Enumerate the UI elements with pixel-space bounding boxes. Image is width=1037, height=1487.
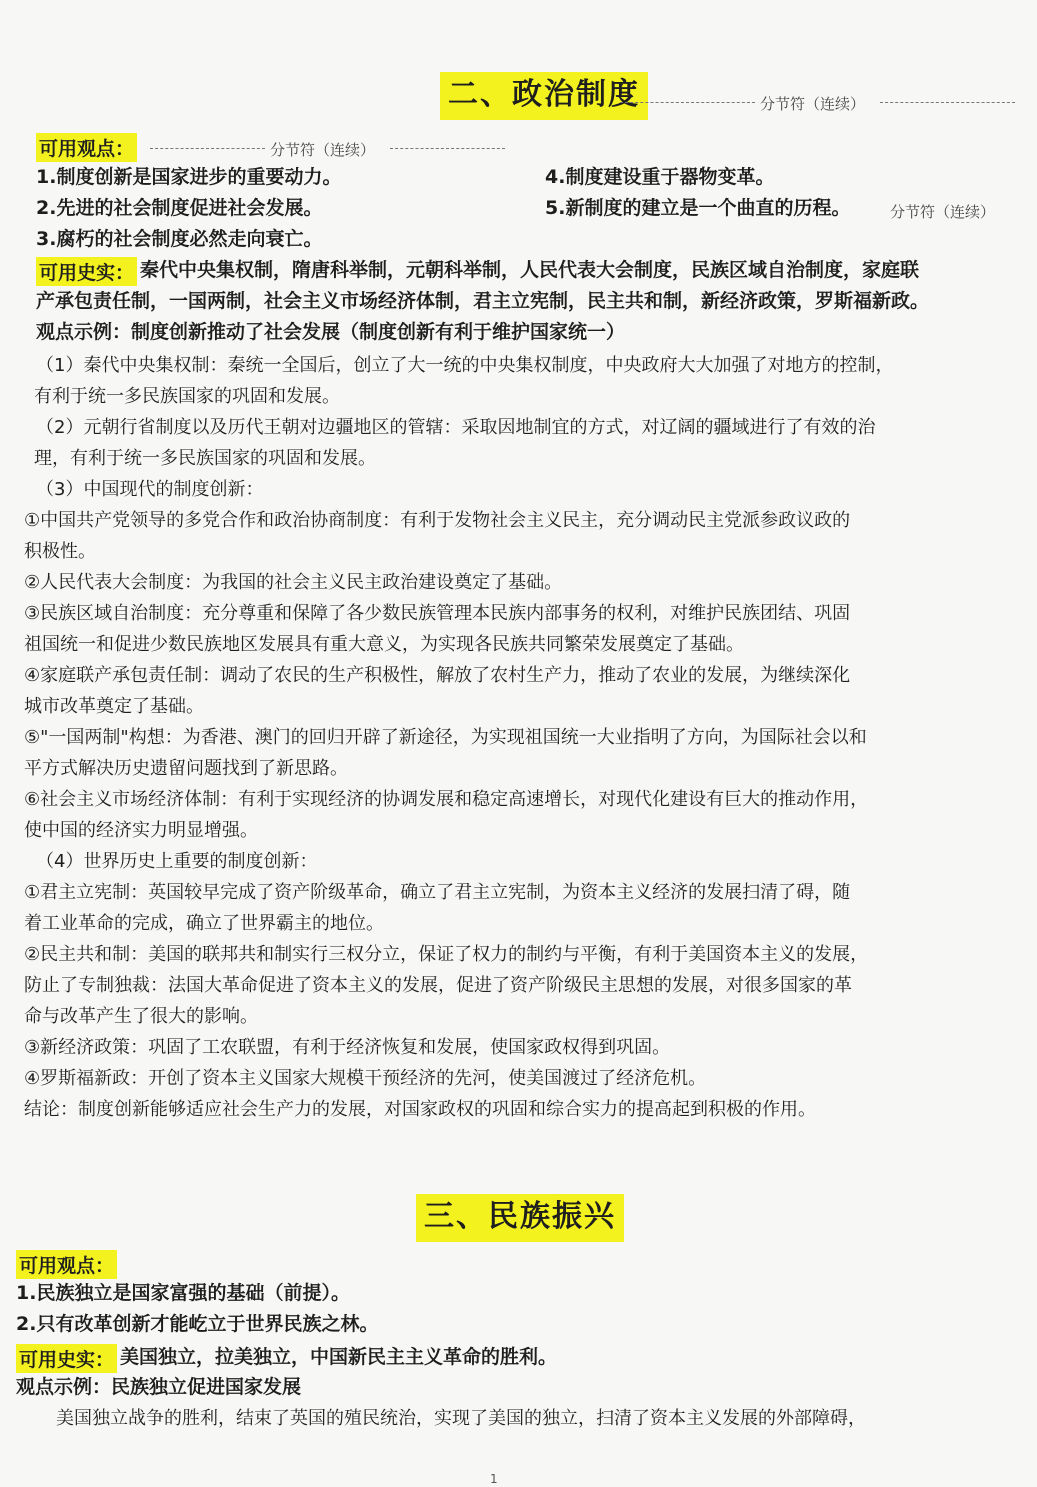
text-line: 理，有利于统一多民族国家的巩固和发展。: [34, 448, 376, 469]
view-item: 1.制度创新是国家进步的重要动力。: [36, 166, 342, 188]
example-text: 美国独立战争的胜利，结束了英国的殖民统治，实现了美国的独立，扫清了资本主义发展的外部障碍，: [56, 1408, 866, 1429]
text-line: （4）世界历史上重要的制度创新：: [36, 851, 318, 872]
views-label: 可用观点：: [16, 1250, 117, 1279]
text-line: 积极性。: [24, 541, 96, 562]
view-item: 3.腐朽的社会制度必然走向衰亡。: [36, 228, 323, 250]
facts-text: 秦代中央集权制，隋唐科举制，元朝科举制，人民代表大会制度，民族区域自治制度，家庭联: [140, 259, 920, 281]
text-line: （2）元朝行省制度以及历代王朝对边疆地区的管辖：采取因地制宜的方式，对辽阔的疆域进行了有效的治: [36, 417, 876, 438]
text-line: ③新经济政策：巩固了工农联盟，有利于经济恢复和发展，使国家政权得到巩固。: [24, 1037, 671, 1058]
section-break-line: [150, 148, 265, 149]
text-line: ③民族区域自治制度：充分尊重和保障了各少数民族管理本民族内部事务的权利，对维护民族团结、巩固: [24, 603, 851, 624]
section-break-line: [390, 148, 505, 149]
text-line: 防止了专制独裁：法国大革命促进了资本主义的发展，促进了资产阶级民主思想的发展，对很多国家的革: [24, 975, 852, 996]
conclusion: 结论：制度创新能够适应社会生产力的发展，对国家政权的巩固和综合实力的提高起到积极的作用。: [24, 1099, 816, 1120]
text-line: ④罗斯福新政：开创了资本主义国家大规模干预经济的先河，使美国渡过了经济危机。: [24, 1068, 707, 1089]
text-line: ②民主共和制：美国的联邦共和制实行三权分立，保证了权力的制约与平衡，有利于美国资本主义的发展，: [24, 944, 869, 965]
view-item: 4.制度建设重于器物变革。: [545, 166, 775, 188]
section3-title: 三、民族振兴: [416, 1194, 624, 1242]
view-item: 1.民族独立是国家富强的基础（前提）。: [16, 1282, 350, 1304]
section-break-label: 分节符（连续）: [270, 141, 376, 159]
text-line: 命与改革产生了很大的影响。: [24, 1006, 258, 1027]
text-line: （1）秦代中央集权制：秦统一全国后，创立了大一统的中央集权制度，中央政府大大加强了对地方的控制，: [36, 355, 894, 376]
text-line: （3）中国现代的制度创新：: [36, 479, 264, 500]
text-line: ④家庭联产承包责任制：调动了农民的生产积极性，解放了农村生产力，推动了农业的发展，为继续深化: [24, 665, 851, 686]
facts-text: 产承包责任制，一国两制，社会主义市场经济体制，君主立宪制，民主共和制，新经济政策，罗斯福新政。: [36, 290, 930, 312]
text-line: ⑤"一国两制"构想：为香港、澳门的回归开辟了新途径，为实现祖国统一大业指明了方向，为国际社会以和: [24, 727, 867, 748]
text-line: ①君主立宪制：英国较早完成了资产阶级革命，确立了君主立宪制，为资本主义经济的发展扫清了碍，随: [24, 882, 851, 903]
view-item: 5.新制度的建立是一个曲直的历程。: [545, 197, 851, 219]
section-break-label: 分节符（连续）: [890, 203, 996, 221]
text-line: ②人民代表大会制度：为我国的社会主义民主政治建设奠定了基础。: [24, 572, 563, 593]
body-text: [24, 350, 1010, 1125]
text-line: 使中国的经济实力明显增强。: [24, 820, 258, 841]
text-line: ⑥社会主义市场经济体制：有利于实现经济的协调发展和稳定高速增长，对现代化建设有巨大的推动作用，: [24, 789, 869, 810]
section2-title: 二、政治制度: [440, 72, 648, 120]
facts-text: 美国独立，拉美独立，中国新民主主义革命的胜利。: [120, 1346, 558, 1368]
example-heading: 观点示例：制度创新推动了社会发展（制度创新有利于维护国家统一）: [36, 321, 626, 343]
text-line: 着工业革命的完成，确立了世界霸主的地位。: [24, 913, 384, 934]
text-line: 有利于统一多民族国家的巩固和发展。: [34, 386, 340, 407]
view-item: 2.只有改革创新才能屹立于世界民族之林。: [16, 1313, 379, 1335]
text-line: ①中国共产党领导的多党合作和政治协商制度：有利于发物社会主义民主，充分调动民主党派参政议政的: [24, 510, 851, 531]
text-line: 祖国统一和促进少数民族地区发展具有重大意义，为实现各民族共同繁荣发展奠定了基础。: [24, 634, 744, 655]
facts-label: 可用史实：: [16, 1344, 117, 1373]
page-number: 1: [490, 1472, 498, 1486]
text-line: 平方式解决历史遗留问题找到了新思路。: [24, 758, 348, 779]
facts-label: 可用史实：: [36, 257, 137, 286]
views-label: 可用观点：: [36, 133, 137, 162]
section-break-line: [880, 102, 1015, 103]
section-break-label: 分节符（连续）: [760, 95, 866, 113]
view-item: 2.先进的社会制度促进社会发展。: [36, 197, 323, 219]
example-heading: 观点示例：民族独立促进国家发展: [16, 1376, 302, 1398]
section-break-line: [620, 102, 755, 103]
text-line: 城市改革奠定了基础。: [24, 696, 204, 717]
